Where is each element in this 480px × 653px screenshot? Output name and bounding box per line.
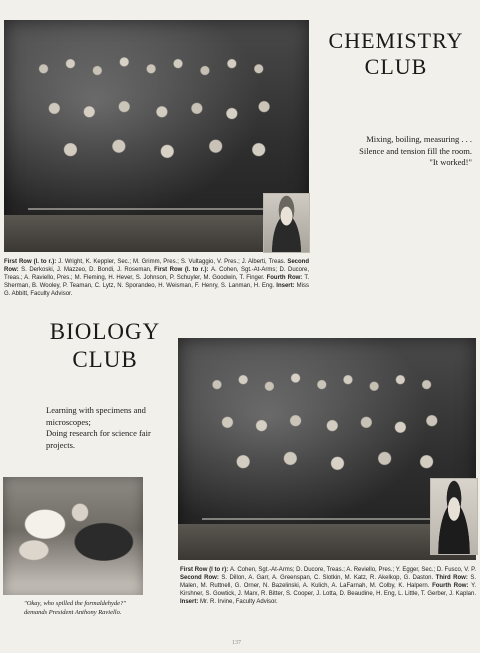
chemistry-advisor-portrait bbox=[263, 193, 310, 253]
names-text: A. Cohen, Sgt.-At-Arms; D. Ducore, Treas.; A. Raviello, Pres.; M. Fleming, H. Hever, S. Johnson, P. Schuyler, M. Goodwin, T. Finger. bbox=[4, 267, 309, 281]
biology-title-line2: CLUB bbox=[72, 346, 138, 372]
biology-title-line1: BIOLOGY bbox=[49, 319, 161, 344]
names-text: Miss G. Abbitt, Faculty Advisor. bbox=[4, 283, 310, 297]
biology-caption-line: projects. bbox=[46, 439, 76, 450]
names-label: Fourth Row: bbox=[266, 275, 305, 281]
biology-caption bbox=[46, 405, 176, 451]
candid-photo-caption bbox=[24, 600, 142, 617]
names-label: Insert: bbox=[276, 283, 297, 289]
biology-advisor-portrait bbox=[430, 478, 478, 555]
biology-caption-line: Doing research for science fair bbox=[46, 428, 151, 438]
page-number: 137 bbox=[232, 640, 241, 646]
names-label: First Row (l. to r.): bbox=[154, 267, 211, 273]
names-label: First Row (l to r): bbox=[180, 567, 230, 573]
biology-caption-line: microscopes; bbox=[46, 416, 91, 427]
names-label: Second Row: bbox=[4, 259, 309, 273]
names-label: Second Row: bbox=[180, 575, 222, 581]
names-text: Y. Kirshner, S. Gowtick, J. Marx, R. Bitter, S. Cooper, J. Lotta, D. Beaudine, H. Eng, L. Little, T. Gerber, J. Kaplan. bbox=[180, 583, 476, 597]
names-text: A. Cohen, Sgt.-At-Arms; D. Ducore, Treas.; A. Reviello, Pres.; Y. Egger, Sec.; D. Fusco, V. P. bbox=[229, 567, 477, 573]
names-text: S. Derkoski, J. Mazzeo, D. Bondi, J. Roseman, bbox=[21, 267, 155, 273]
chemistry-caption-line: Silence and tension fill the room. bbox=[359, 145, 472, 156]
chemistry-caption-line: Mixing, boiling, measuring . . . bbox=[366, 134, 472, 144]
names-label: Third Row: bbox=[435, 575, 471, 581]
chemistry-caption-line: "It worked!" bbox=[429, 157, 472, 167]
names-text: S. Dillon, A. Garr, A. Greenspan, C. Slotkin, M. Katz, R. Akelkop, G. Daston. bbox=[221, 575, 436, 581]
chemistry-members bbox=[22, 43, 290, 215]
chemistry-club-title bbox=[316, 28, 476, 81]
names-text: T. Sherman, B. Wooley, P. Teaman, C. Lytz, N. Sporandeo, H. Weisman, F. Henry, S. Lanman, H. Eng. bbox=[4, 275, 309, 289]
chemistry-caption bbox=[330, 134, 472, 169]
names-label: First Row (l. to r.): bbox=[4, 259, 59, 265]
candid-caption-text: "Okay, who spilled the formaldehyde?" demands President Anthony Raviello. bbox=[24, 600, 127, 616]
names-label: Insert: bbox=[180, 599, 201, 605]
biology-club-title bbox=[30, 318, 180, 373]
names-text: J. Wright, K. Keppler, Sec.; M. Grimm, Pres.; S. Vultaggio, V. Pres.; J. Alberti, Treas. bbox=[58, 259, 288, 265]
names-text: S. Malen, M. Ruttnell, G. Orner, N. Bazelinski, A. Kulich, A. LaFarnah, M. Colby, K. Halpern. bbox=[180, 575, 476, 589]
names-label: Fourth Row: bbox=[432, 583, 472, 589]
biology-members bbox=[196, 360, 458, 524]
biology-caption-line: Learning with specimens and bbox=[46, 405, 146, 415]
chemistry-title-line2: CLUB bbox=[364, 54, 428, 80]
chemistry-title-line1: CHEMISTRY bbox=[328, 28, 464, 53]
names-text: Mr. R. Irvine, Faculty Advisor. bbox=[200, 599, 278, 605]
biology-member-names bbox=[180, 566, 476, 614]
chemistry-member-names bbox=[4, 258, 309, 298]
biology-candid-photo bbox=[3, 477, 143, 595]
